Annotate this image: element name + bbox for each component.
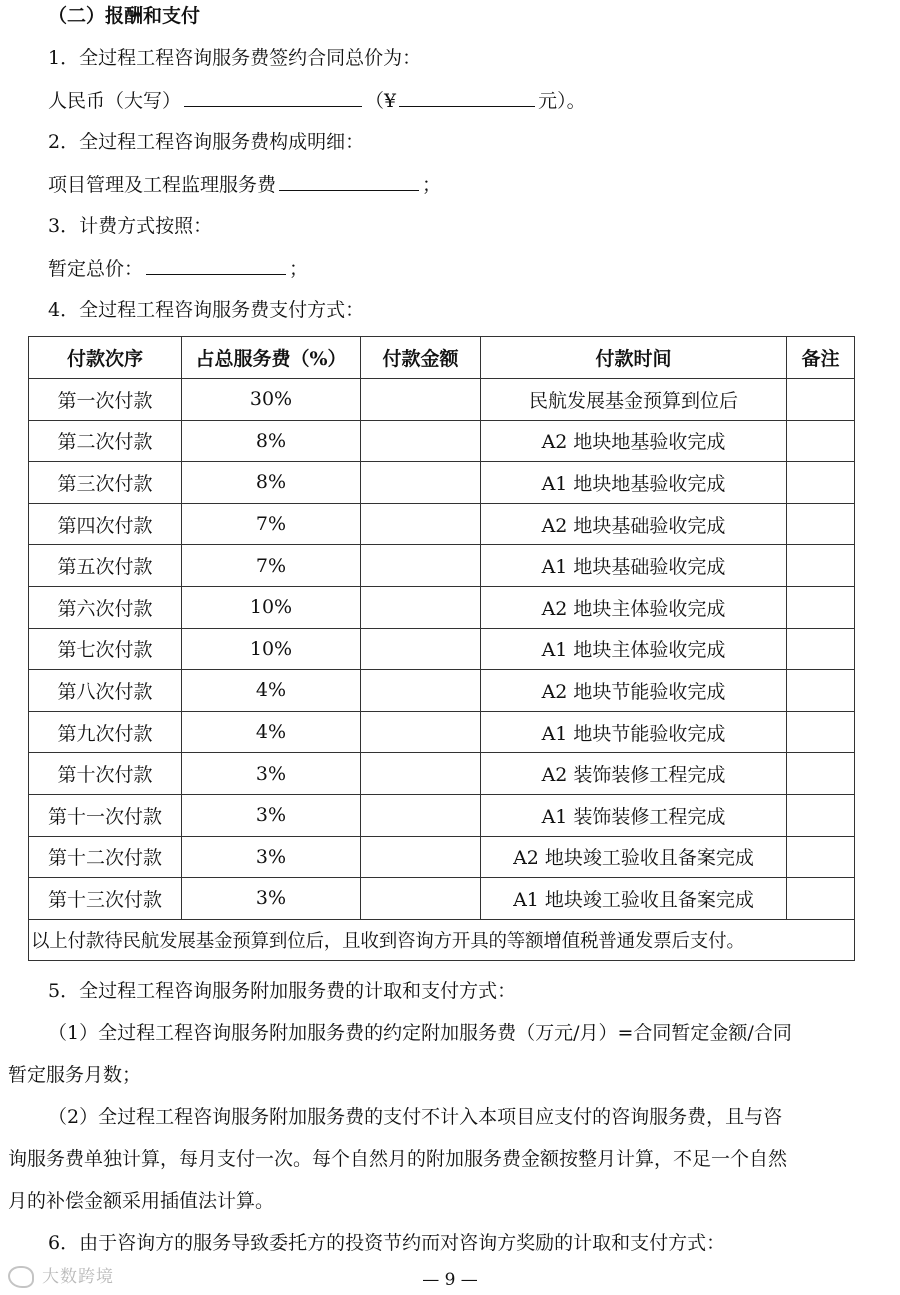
table-row: [29, 503, 855, 545]
table-row: [29, 711, 855, 753]
percent-cell: 3%: [182, 878, 361, 920]
percent-cell: 10%: [182, 586, 361, 628]
amount-cell: [361, 420, 481, 462]
time-cell: A1 地块主体验收完成: [481, 628, 787, 670]
amount-cell: [361, 794, 481, 836]
item-3-price-line: [48, 256, 308, 281]
percent-cell: 8%: [182, 420, 361, 462]
remark-cell: [787, 753, 855, 795]
amount-cell: [361, 379, 481, 421]
detail-blank[interactable]: [279, 172, 419, 191]
item-5-p2-line3: 月的补偿金额采用插值法计算。: [8, 1190, 275, 1212]
order-cell: 第十一次付款: [29, 794, 182, 836]
amount-cell: [361, 711, 481, 753]
remark-cell: [787, 878, 855, 920]
item-2-text: 2．全过程工程咨询服务费构成明细：: [48, 131, 365, 153]
order-cell: 第十三次付款: [29, 878, 182, 920]
order-cell: 第二次付款: [29, 420, 182, 462]
remark-cell: [787, 462, 855, 504]
percent-cell: 4%: [182, 670, 361, 712]
remark-cell: [787, 670, 855, 712]
amount-cell: [361, 503, 481, 545]
order-cell: 第四次付款: [29, 503, 182, 545]
table-row: [29, 670, 855, 712]
watermark-text: 大数跨境: [42, 1267, 114, 1287]
percent-cell: 30%: [182, 379, 361, 421]
time-cell: A1 地块竣工验收且备案完成: [481, 878, 787, 920]
item-6-text: 6．由于咨询方的服务导致委托方的投资节约而对咨询方奖励的计取和支付方式：: [48, 1232, 726, 1254]
percent-cell: 7%: [182, 503, 361, 545]
amount-cell: [361, 753, 481, 795]
amount-cell: [361, 878, 481, 920]
amount-cell: [361, 586, 481, 628]
amount-cell: [361, 836, 481, 878]
detail-end: ；: [422, 174, 442, 196]
price-blank[interactable]: [146, 256, 286, 275]
time-cell: 民航发展基金预算到位后: [481, 379, 787, 421]
time-cell: A1 地块地基验收完成: [481, 462, 787, 504]
table-row: [29, 379, 855, 421]
item-5-p2-line2: 询服务费单独计算，每月支付一次。每个自然月的附加服务费金额按整月计算，不足一个自然: [8, 1148, 788, 1170]
rmb-label: 人民币（大写）: [48, 90, 182, 112]
remark-cell: [787, 503, 855, 545]
table-row: [29, 753, 855, 795]
table-row: [29, 794, 855, 836]
amount-cell: [361, 670, 481, 712]
amount-cell: [361, 545, 481, 587]
order-cell: 第九次付款: [29, 711, 182, 753]
order-cell: 第六次付款: [29, 586, 182, 628]
percent-cell: 3%: [182, 753, 361, 795]
item-4-text: 4．全过程工程咨询服务费支付方式：: [48, 299, 365, 321]
table-row: [29, 462, 855, 504]
item-5-text: 5．全过程工程咨询服务附加服务费的计取和支付方式：: [48, 980, 517, 1002]
time-cell: A1 装饰装修工程完成: [481, 794, 787, 836]
remark-cell: [787, 379, 855, 421]
section-title: （二）报酬和支付: [48, 5, 201, 27]
item-1-text: 1．全过程工程咨询服务费签约合同总价为：: [48, 47, 422, 69]
yen-open: （¥: [365, 90, 397, 112]
order-cell: 第十二次付款: [29, 836, 182, 878]
header-amount: 付款金额: [361, 337, 481, 379]
remark-cell: [787, 794, 855, 836]
remark-cell: [787, 836, 855, 878]
amount-cell: [361, 628, 481, 670]
detail-label: 项目管理及工程监理服务费: [48, 174, 277, 196]
time-cell: A1 地块节能验收完成: [481, 711, 787, 753]
remark-cell: [787, 420, 855, 462]
order-cell: 第八次付款: [29, 670, 182, 712]
table-row: [29, 878, 855, 920]
time-cell: A2 地块基础验收完成: [481, 503, 787, 545]
header-remark: 备注: [787, 337, 855, 379]
price-label: 暂定总价：: [48, 258, 144, 280]
item-2-detail-line: [48, 172, 441, 197]
time-cell: A2 装饰装修工程完成: [481, 753, 787, 795]
remark-cell: [787, 586, 855, 628]
table-row: [29, 586, 855, 628]
header-order: 付款次序: [29, 337, 182, 379]
item-1-amount-line: [48, 88, 586, 113]
time-cell: A1 地块基础验收完成: [481, 545, 787, 587]
table-note-row: [29, 919, 855, 961]
rmb-amount-blank[interactable]: [184, 88, 362, 107]
yen-amount-blank[interactable]: [399, 88, 535, 107]
remark-cell: [787, 628, 855, 670]
table-row: [29, 628, 855, 670]
remark-cell: [787, 545, 855, 587]
percent-cell: 7%: [182, 545, 361, 587]
header-time: 付款时间: [481, 337, 787, 379]
item-5-p2-line1: （2）全过程工程咨询服务附加服务费的支付不计入本项目应支付的咨询服务费，且与咨: [48, 1106, 783, 1128]
amount-cell: [361, 462, 481, 504]
item-5-p1-line2: 暂定服务月数；: [8, 1064, 142, 1086]
price-end: ；: [289, 258, 309, 280]
percent-cell: 10%: [182, 628, 361, 670]
table-note: 以上付款待民航发展基金预算到位后，且收到咨询方开具的等额增值税普通发票后支付。: [29, 919, 855, 961]
order-cell: 第十次付款: [29, 753, 182, 795]
table-row: [29, 545, 855, 587]
percent-cell: 4%: [182, 711, 361, 753]
table-header-row: [29, 337, 855, 379]
item-3-text: 3．计费方式按照：: [48, 215, 213, 237]
remark-cell: [787, 711, 855, 753]
order-cell: 第七次付款: [29, 628, 182, 670]
yen-close: 元）。: [538, 90, 586, 112]
table-row: [29, 420, 855, 462]
page-number: — 9 —: [422, 1270, 478, 1290]
percent-cell: 3%: [182, 836, 361, 878]
time-cell: A2 地块节能验收完成: [481, 670, 787, 712]
payment-table: [28, 336, 855, 961]
time-cell: A2 地块主体验收完成: [481, 586, 787, 628]
item-5-p1-line1: （1）全过程工程咨询服务附加服务费的约定附加服务费（万元/月）=合同暂定金额/合同: [48, 1022, 792, 1044]
order-cell: 第五次付款: [29, 545, 182, 587]
order-cell: 第一次付款: [29, 379, 182, 421]
order-cell: 第三次付款: [29, 462, 182, 504]
time-cell: A2 地块竣工验收且备案完成: [481, 836, 787, 878]
percent-cell: 8%: [182, 462, 361, 504]
table-row: [29, 836, 855, 878]
percent-cell: 3%: [182, 794, 361, 836]
header-percent: 占总服务费（%）: [182, 337, 361, 379]
time-cell: A2 地块地基验收完成: [481, 420, 787, 462]
